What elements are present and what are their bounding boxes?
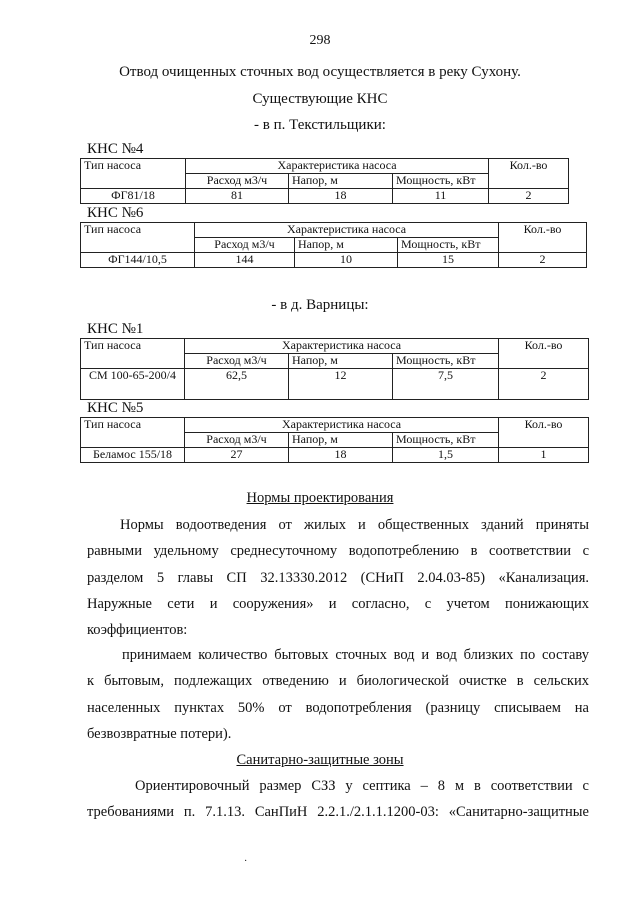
paragraph-line: Нормы водоотведения от жилых и общественных зданий приняты bbox=[120, 517, 589, 533]
cell-count: 2 bbox=[499, 369, 589, 400]
page-number: 298 bbox=[309, 33, 331, 48]
header-flow: Расход м3/ч bbox=[185, 354, 289, 369]
header-head: Напор, м bbox=[289, 354, 393, 369]
header-head: Напор, м bbox=[295, 238, 398, 253]
header-power: Мощность, кВт bbox=[393, 174, 489, 189]
cell-head: 10 bbox=[295, 253, 398, 268]
cell-count: 2 bbox=[489, 189, 569, 204]
header-flow: Расход м3/ч bbox=[185, 433, 289, 448]
pump-table bbox=[80, 338, 589, 400]
cell-pump-type: Беламос 155/18 bbox=[81, 448, 185, 463]
cell-power: 15 bbox=[398, 253, 499, 268]
header-head: Напор, м bbox=[289, 174, 393, 189]
header-pump-characteristics: Характеристика насоса bbox=[185, 339, 499, 354]
header-pump-characteristics: Характеристика насоса bbox=[195, 223, 499, 238]
pump-table bbox=[80, 158, 569, 204]
existing-kns-heading: Существующие КНС bbox=[252, 91, 388, 107]
header-count: Кол.-во bbox=[499, 223, 587, 253]
location-varnitsy-heading: - в д. Варницы: bbox=[271, 297, 369, 313]
paragraph-line: требованиями п. 7.1.13. СанПиН 2.2.1./2.1.1.1200-03: «Санитарно-защитные bbox=[87, 804, 589, 820]
paragraph-line: равными удельному среднесуточному водопотреблению в соответствии с bbox=[87, 543, 589, 559]
pump-table bbox=[80, 222, 587, 268]
cell-count: 2 bbox=[499, 253, 587, 268]
header-head: Напор, м bbox=[289, 433, 393, 448]
cell-head: 18 bbox=[289, 448, 393, 463]
scan-speck: · bbox=[244, 856, 248, 867]
cell-flow: 144 bbox=[195, 253, 295, 268]
station-name: КНС №6 bbox=[87, 205, 144, 221]
cell-power: 1,5 bbox=[393, 448, 499, 463]
header-flow: Расход м3/ч bbox=[195, 238, 295, 253]
header-pump-type: Тип насоса bbox=[81, 223, 195, 253]
pump-table bbox=[80, 417, 589, 463]
station-name: КНС №5 bbox=[87, 400, 144, 416]
header-pump-characteristics: Характеристика насоса bbox=[185, 418, 499, 433]
paragraph-line: Наружные сети и сооружения» и согласно, с учетом понижающих bbox=[87, 596, 589, 612]
paragraph-line: разделом 5 главы СП 32.13330.2012 (СНиП 2.04.03-85) «Канализация. bbox=[87, 570, 589, 586]
paragraph-line: безвозвратные потери). bbox=[87, 726, 232, 742]
header-flow: Расход м3/ч bbox=[186, 174, 289, 189]
header-power: Мощность, кВт bbox=[398, 238, 499, 253]
discharge-heading: Отвод очищенных сточных вод осуществляется в реку Сухону. bbox=[119, 64, 521, 80]
header-count: Кол.-во bbox=[489, 159, 569, 189]
section-title-sanitary-zones: Санитарно-защитные зоны bbox=[236, 752, 404, 768]
station-name: КНС №1 bbox=[87, 321, 144, 337]
cell-flow: 81 bbox=[186, 189, 289, 204]
cell-head: 12 bbox=[289, 369, 393, 400]
cell-pump-type: ФГ81/18 bbox=[81, 189, 186, 204]
header-power: Мощность, кВт bbox=[393, 354, 499, 369]
cell-flow: 62,5 bbox=[185, 369, 289, 400]
cell-power: 7,5 bbox=[393, 369, 499, 400]
header-pump-type: Тип насоса bbox=[81, 339, 185, 369]
paragraph-line: населенных пунктах 50% от водопотребления (разницу списываем на bbox=[87, 700, 589, 716]
cell-flow: 27 bbox=[185, 448, 289, 463]
cell-pump-type: СМ 100-65-200/4 bbox=[81, 369, 185, 400]
header-count: Кол.-во bbox=[499, 339, 589, 369]
header-pump-type: Тип насоса bbox=[81, 159, 186, 189]
cell-power: 11 bbox=[393, 189, 489, 204]
paragraph-line: принимаем количество бытовых сточных вод и вод близких по составу bbox=[122, 647, 589, 663]
header-count: Кол.-во bbox=[499, 418, 589, 448]
location-tekstilshchiki-heading: - в п. Текстильщики: bbox=[254, 117, 386, 133]
paragraph-line: коэффициентов: bbox=[87, 622, 188, 638]
cell-head: 18 bbox=[289, 189, 393, 204]
cell-pump-type: ФГ144/10,5 bbox=[81, 253, 195, 268]
header-power: Мощность, кВт bbox=[393, 433, 499, 448]
paragraph-line: Ориентировочный размер СЗЗ у септика – 8 м в соответствии с bbox=[135, 778, 589, 794]
cell-count: 1 bbox=[499, 448, 589, 463]
paragraph-line: к бытовым, подлежащих отведению и биологической очистке в сельских bbox=[87, 673, 589, 689]
section-title-norms: Нормы проектирования bbox=[246, 490, 394, 506]
header-pump-type: Тип насоса bbox=[81, 418, 185, 448]
station-name: КНС №4 bbox=[87, 141, 144, 157]
header-pump-characteristics: Характеристика насоса bbox=[186, 159, 489, 174]
